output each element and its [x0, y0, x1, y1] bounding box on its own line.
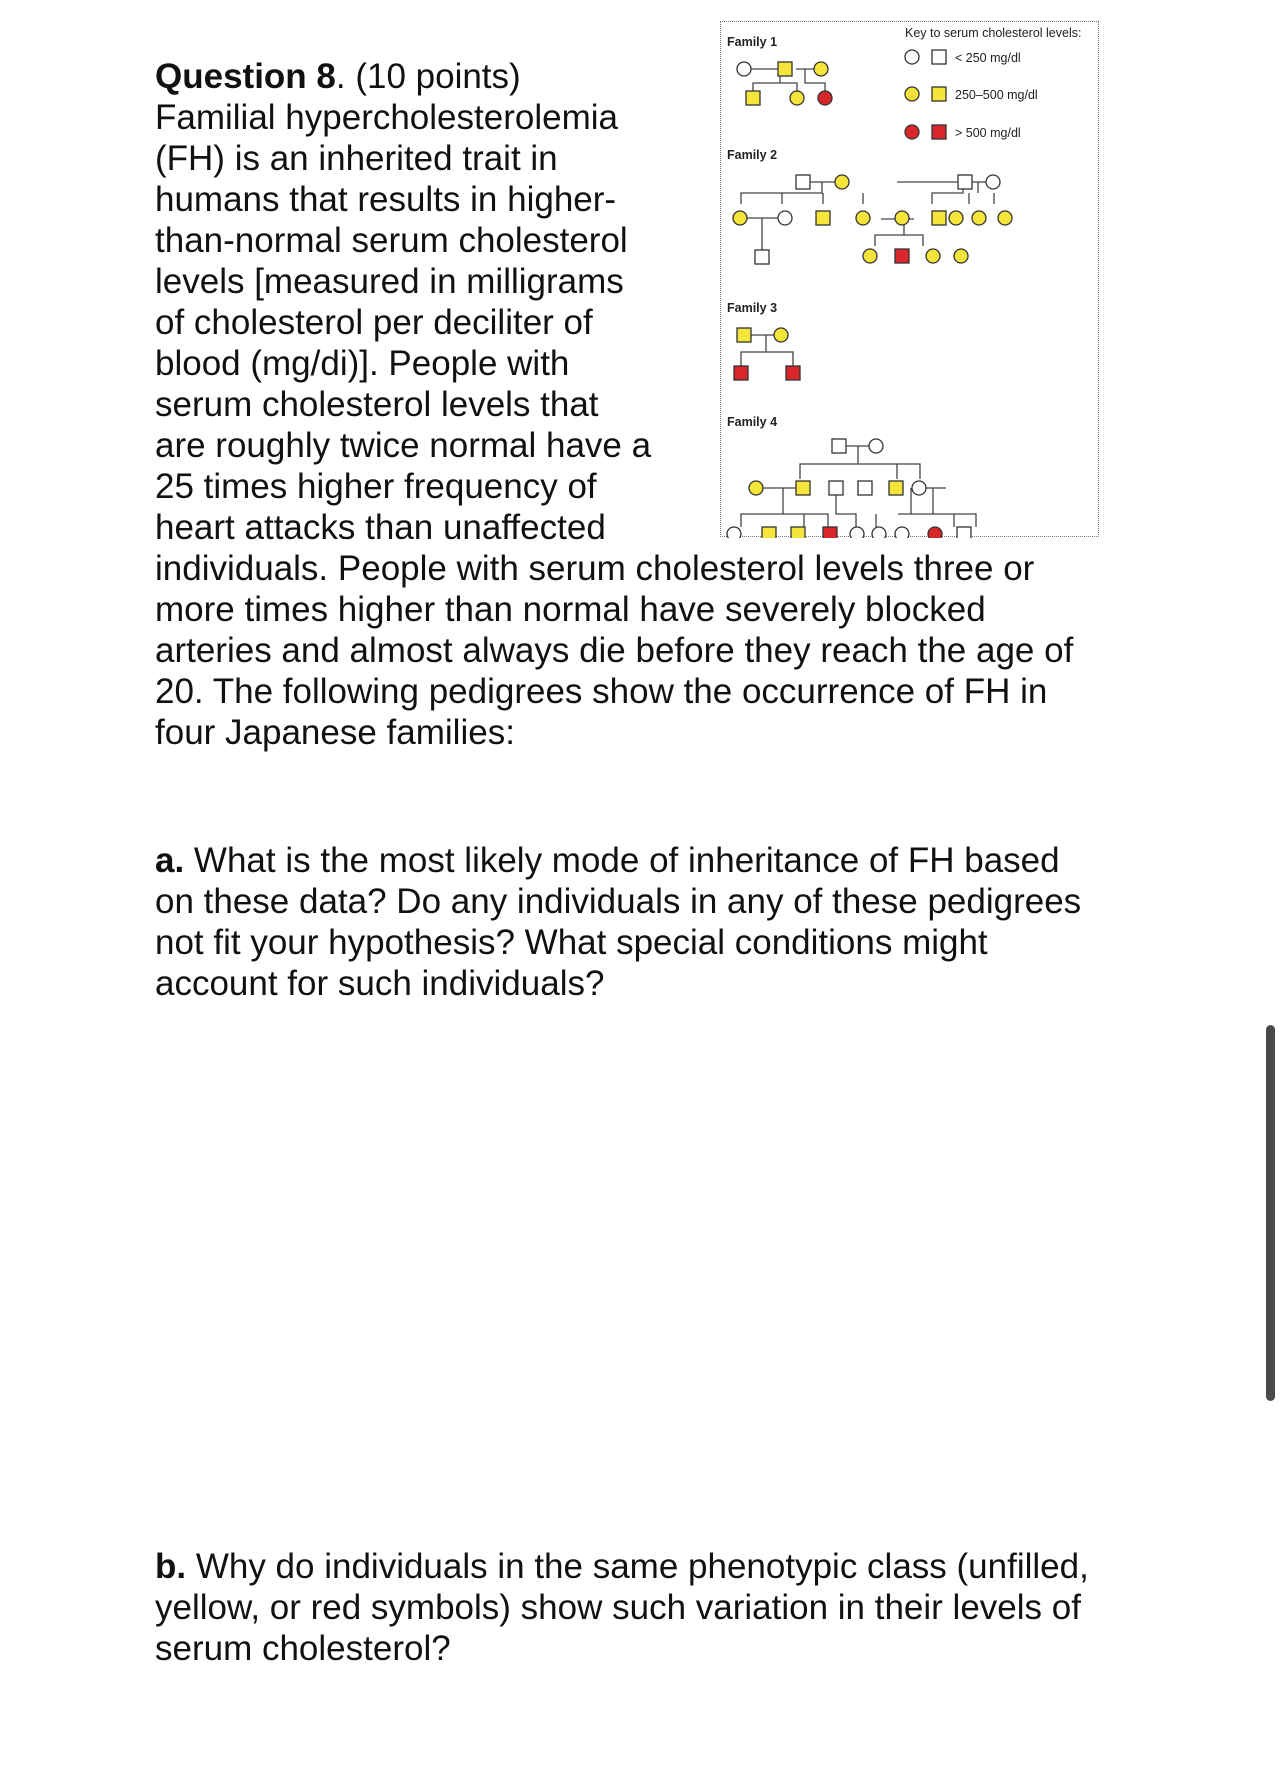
family-4-label: Family 4: [727, 415, 778, 429]
key-level-severe: > 500 mg/dl: [955, 126, 1021, 140]
key-level-low: < 250 mg/dl: [955, 51, 1021, 65]
part-a-question: [155, 840, 1095, 1004]
part-a-text: What is the most likely mode of inheritance of FH based on these data? Do any individuals in any of these pedigrees not fit your hypothesis? What special conditions might account for such individuals?: [155, 841, 1082, 1003]
family-3-label: Family 3: [727, 301, 778, 315]
family-2-label: Family 2: [727, 148, 778, 162]
part-b-label: b.: [155, 1547, 187, 1586]
question-body: Familial hypercholesterolemia (FH) is an inherited trait in humans that results in higher-than-normal serum cholesterol levels [measured in milligrams of cholesterol per deciliter of blood (mg/di)]. People with serum cholesterol levels that are roughly twice normal have a 25 times higher frequency of heart attacks than unaffected individuals. People with serum cholesterol levels three or more times higher than normal have severely blocked arteries and almost always die before they reach the age of 20. The following pedigrees show the occurrence of FH in four Japanese families:: [155, 98, 1074, 752]
part-b-text: Why do individuals in the same phenotypic class (unfilled, yellow, or red symbols) show such variation in their levels of serum cholesterol?: [155, 1547, 1089, 1668]
key-level-moderate: 250–500 mg/dl: [955, 88, 1038, 102]
part-a-label: a.: [155, 841, 185, 880]
figure-spacer: [674, 20, 1095, 508]
key-title: Key to serum cholesterol levels:: [905, 26, 1082, 40]
question-points: . (10 points): [335, 57, 521, 96]
question-text: [155, 56, 1095, 753]
scrollbar-thumb[interactable]: [1266, 1025, 1275, 1401]
family-1-label: Family 1: [727, 35, 778, 49]
part-b-question: [155, 1546, 1095, 1669]
question-number: Question 8: [155, 57, 336, 96]
